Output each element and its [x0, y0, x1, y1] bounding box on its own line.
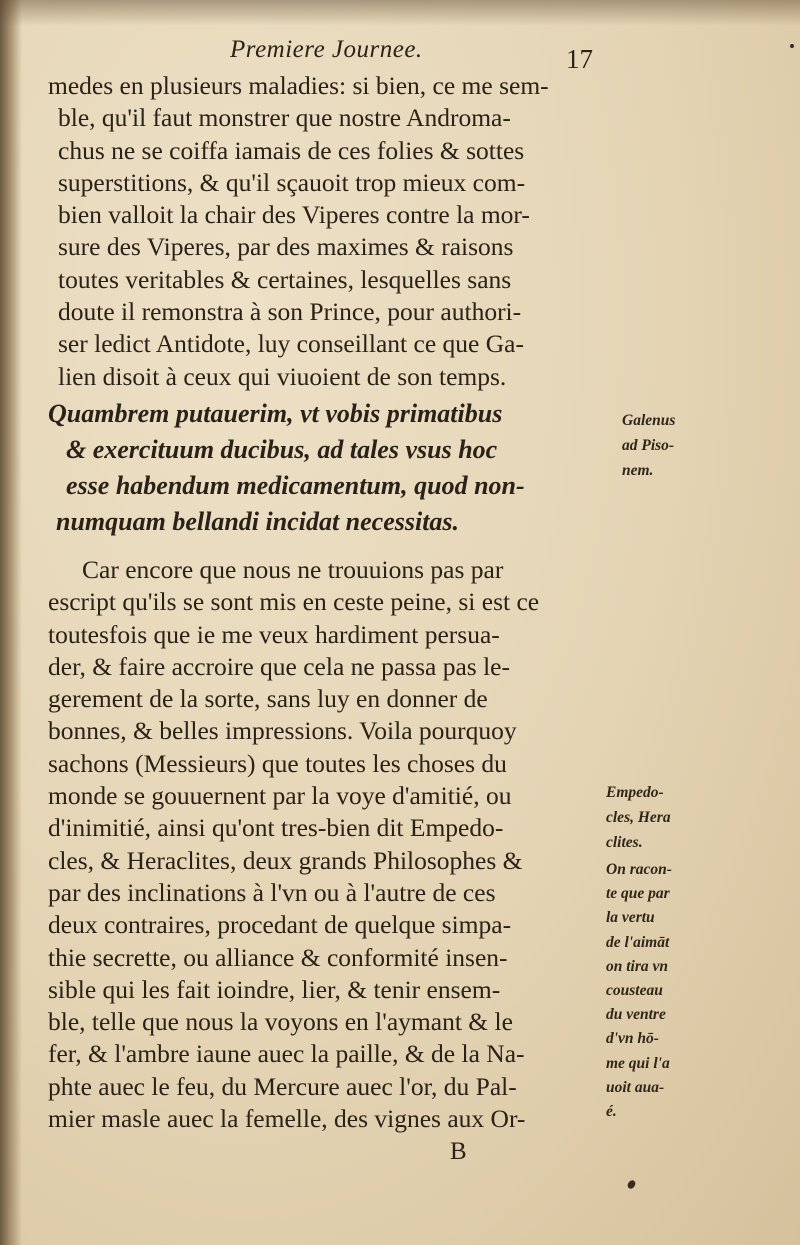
latin-quote-line: Quambrem putauerim, vt vobis primatibus: [48, 398, 503, 428]
margin-note-line: d'vn hō-: [606, 1030, 659, 1048]
text-line: toutes veritables & certaines, lesquelles sans: [58, 264, 512, 294]
margin-note-line: Empedo-: [606, 784, 664, 801]
text-line: chus ne se coiffa iamais de ces folies & sottes: [58, 135, 525, 165]
signature-mark: B: [450, 1138, 467, 1165]
text-line: monde se gouuernent par la voye d'amitié, ou: [48, 781, 512, 811]
text-line: par des inclinations à l'vn ou à l'autre de ces: [48, 877, 496, 907]
margin-note-line: cousteau: [606, 982, 663, 1000]
margin-note-line: de l'aimāt: [606, 933, 670, 951]
page-number: 17: [566, 44, 593, 74]
margin-note-line: ad Piso-: [622, 437, 675, 454]
margin-note-line: clites.: [606, 834, 643, 851]
text-line: cles, & Heraclites, deux grands Philosophes &: [48, 845, 523, 875]
latin-quote-line: numquam bellandi incidat necessitas.: [56, 506, 460, 536]
margin-note-line: la vertu: [606, 909, 655, 927]
margin-note-line: Galenus: [622, 412, 676, 429]
margin-note-line: é.: [606, 1103, 617, 1121]
text-line: bonnes, & belles impressions. Voila pourquoy: [48, 716, 517, 746]
latin-quote-line: & exercituum ducibus, ad tales vsus hoc: [66, 434, 498, 464]
margin-note-aimant: [606, 858, 672, 1124]
margin-note-line: nem.: [622, 462, 654, 479]
latin-quote-line: esse habendum medicamentum, quod non-: [66, 470, 525, 500]
ink-speck: [790, 44, 794, 48]
margin-note-line: me qui l'a: [606, 1054, 670, 1072]
text-line: sible qui les fait ioindre, lier, & tenir ensem-: [48, 974, 501, 1004]
text-line: der, & faire accroire que cela ne passa pas le-: [48, 651, 510, 681]
text-line: doute il remonstra à son Prince, pour authori-: [58, 297, 522, 327]
running-title: Premiere Journee.: [230, 36, 423, 63]
margin-note-empedocles: [606, 780, 671, 855]
text-line: deux contraires, procedant de quelque simpa-: [48, 910, 512, 940]
text-line: phte auec le feu, du Mercure auec l'or, du Pal-: [48, 1071, 517, 1101]
margin-note-line: du ventre: [606, 1006, 666, 1024]
text-line: superstitions, & qu'il sçauoit trop mieux com-: [58, 167, 526, 197]
margin-note-line: uoit aua-: [606, 1078, 665, 1096]
text-line: bien valloit la chair des Viperes contre la mor-: [58, 200, 530, 230]
text-line: medes en plusieurs maladies: si bien, ce me sem-: [48, 71, 549, 100]
margin-note-line: On racon-: [606, 861, 672, 878]
text-line: ser ledict Antidote, luy conseillant ce que Ga-: [58, 329, 524, 359]
text-line: ble, qu'il faut monstrer que nostre Androma-: [58, 103, 511, 133]
text-line: d'inimitié, ainsi qu'ont tres-bien dit Empedo-: [48, 813, 504, 843]
text-line: sure des Viperes, par des maximes & raisons: [58, 232, 514, 262]
text-line: lien disoit à ceux qui viuoient de son temps.: [58, 361, 507, 391]
margin-note-line: on tira vn: [606, 957, 669, 975]
margin-note-galenus: [622, 408, 675, 483]
text-line: fer, & l'ambre iaune auec la paille, & de la Na-: [48, 1039, 525, 1069]
ink-speck: [626, 1179, 637, 1190]
margin-note-line: te que par: [606, 885, 670, 903]
text-line: mier masle auec la femelle, des vignes aux Or-: [48, 1104, 526, 1134]
text-line: thie secrette, ou alliance & conformité insen-: [48, 942, 508, 972]
text-line: ble, telle que nous la voyons en l'aymant & le: [48, 1007, 513, 1037]
text-line: gerement de la sorte, sans luy en donner de: [48, 684, 488, 714]
text-line: toutesfois que ie me veux hardiment persua-: [48, 619, 500, 649]
margin-note-line: cles, Hera: [606, 809, 671, 826]
main-text: [48, 70, 608, 1135]
text-line: Car encore que nous ne trouuions pas par: [82, 554, 504, 584]
text-line: sachons (Messieurs) que toutes les choses du: [48, 748, 507, 778]
text-line: escript qu'ils se sont mis en ceste peine, si est ce: [48, 587, 540, 617]
